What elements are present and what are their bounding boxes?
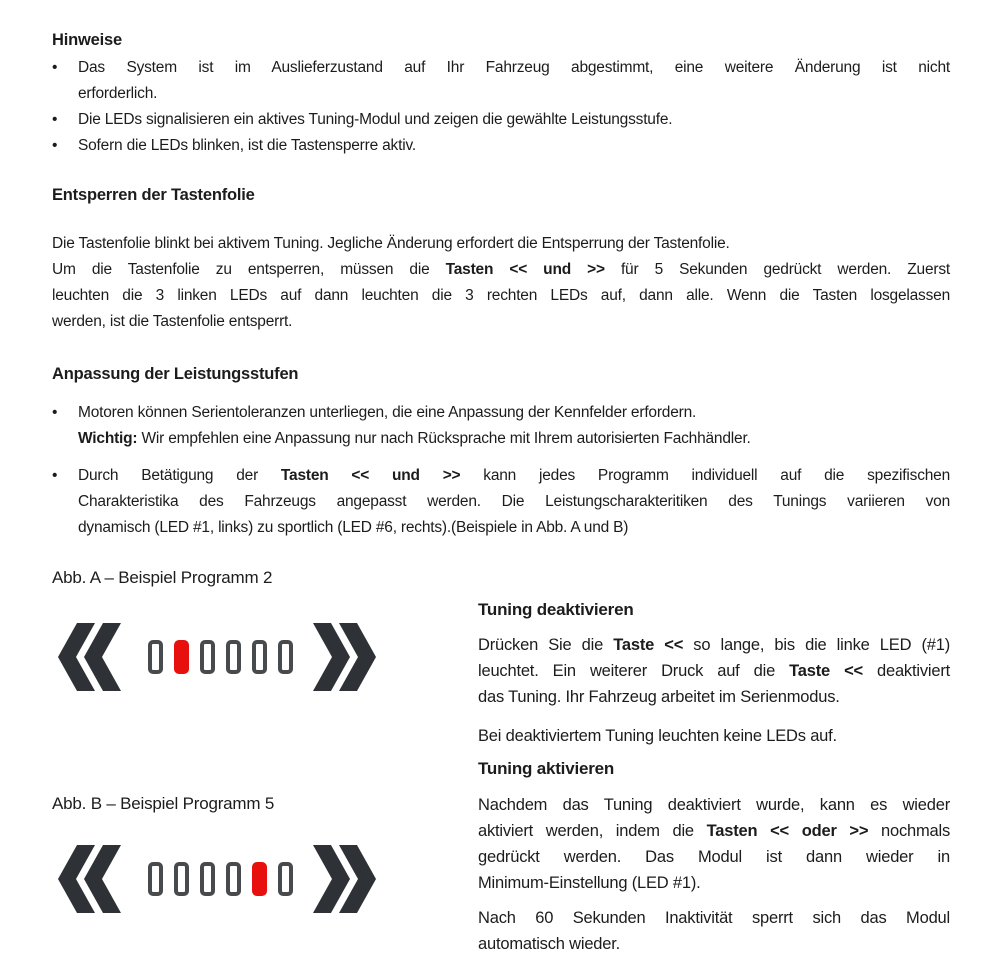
text-segment: erforderlich. [78, 85, 158, 102]
bullet-icon: • [52, 467, 58, 484]
bullet-text [78, 55, 950, 107]
text-line [478, 905, 950, 931]
text-segment: deaktiviert [862, 662, 950, 680]
led-indicator-off [278, 640, 293, 674]
figure-a-led-graphic [58, 623, 462, 691]
text-line [478, 723, 950, 749]
text-segment: leuchtet. Ein weiterer Druck auf die [478, 662, 790, 680]
double-chevron-left-icon [58, 623, 121, 691]
bold-text-segment: Taste << [613, 636, 684, 654]
bold-text-segment: Tasten << und >> [445, 261, 605, 278]
entsperren-paragraph [52, 231, 950, 335]
text-segment: für 5 Sekunden gedrückt werden. Zuerst [604, 261, 951, 278]
text-segment: gedrückt werden. Das Modul ist dann wieder in [478, 848, 950, 866]
list-item [52, 463, 950, 541]
text-segment: Nachdem das Tuning deaktiviert wurde, kann es wieder [478, 796, 950, 814]
double-chevron-right-icon [313, 623, 376, 691]
led-indicator-off [148, 640, 163, 674]
double-chevron-right-icon [313, 845, 376, 913]
text-line [78, 426, 950, 452]
text-line [78, 515, 950, 541]
section-hinweise [52, 30, 950, 159]
bold-text-segment: Tasten << oder >> [706, 822, 869, 840]
led-indicator-off [226, 640, 241, 674]
text-segment: Die LEDs signalisieren ein aktives Tuning-Modul und zeigen die gewählte Leistungsstufe. [78, 111, 673, 128]
text-segment: werden, ist die Tastenfolie entsperrt. [52, 313, 293, 330]
bullet-text [78, 133, 950, 159]
bullet-text [78, 463, 950, 541]
bold-text-segment: Tasten << und >> [280, 467, 461, 484]
section-title-anpassung: Anpassung der Leistungsstufen [52, 365, 299, 383]
tuning-text-column [478, 561, 950, 957]
text-line [478, 931, 950, 957]
text-segment: Sofern die LEDs blinken, ist die Tastensperre aktiv. [78, 137, 416, 154]
led-row [148, 640, 293, 674]
text-segment: Die Tastenfolie blinkt bei aktivem Tuning. Jegliche Änderung erfordert die Entsperrung der Tastenfolie. [52, 235, 730, 252]
text-line [478, 792, 950, 818]
text-line [478, 684, 950, 710]
text-segment: das Tuning. Ihr Fahrzeug arbeitet im Serienmodus. [478, 688, 840, 706]
figure-a-label: Abb. A – Beispiel Programm 2 [52, 568, 273, 587]
bullet-text [78, 107, 950, 133]
text-line [478, 870, 950, 896]
text-line [478, 632, 950, 658]
text-segment: Nach 60 Sekunden Inaktivität sperrt sich das Modul [478, 909, 950, 927]
bold-text-segment: Taste << [789, 662, 863, 680]
text-segment: Bei deaktiviertem Tuning leuchten keine LEDs auf. [478, 727, 837, 745]
text-line [78, 400, 950, 426]
deactivate-paragraph-1 [478, 632, 950, 710]
anpassung-bullet-list [52, 400, 950, 541]
figures-column [52, 561, 462, 957]
text-segment: automatisch wieder. [478, 935, 621, 953]
text-segment: Um die Tastenfolie zu entsperren, müssen die [52, 261, 446, 278]
section-anpassung [52, 364, 950, 541]
deactivate-paragraph-2 [478, 723, 950, 749]
led-indicator-off [148, 862, 163, 896]
led-indicator-off [200, 640, 215, 674]
text-line [78, 55, 950, 81]
bold-text-segment: Wichtig: [78, 430, 138, 447]
hinweise-bullet-list [52, 55, 950, 159]
led-indicator-on [252, 862, 267, 896]
text-segment: Durch Betätigung der [78, 467, 281, 484]
text-segment: Das System ist im Auslieferzustand auf Ihr Fahrzeug abgestimmt, eine weitere Änderung ist nicht [78, 59, 950, 76]
two-column-area [52, 561, 950, 957]
text-segment: Motoren können Serientoleranzen unterliegen, die eine Anpassung der Kennfelder erfordern. [78, 404, 697, 421]
led-indicator-off [200, 862, 215, 896]
bullet-icon: • [52, 137, 58, 154]
figure-b-label: Abb. B – Beispiel Programm 5 [52, 794, 275, 813]
text-line [78, 133, 950, 159]
text-line [52, 257, 950, 283]
text-segment: Drücken Sie die [478, 636, 614, 654]
led-row [148, 862, 293, 896]
text-line [52, 283, 950, 309]
list-item [52, 400, 950, 452]
text-segment: kann jedes Programm individuell auf die spezifischen [460, 467, 951, 484]
section-title-tuning-aktivieren: Tuning aktivieren [478, 759, 615, 778]
activate-paragraph-1 [478, 792, 950, 896]
bullet-text [78, 400, 950, 452]
text-line [478, 818, 950, 844]
list-item [52, 133, 950, 159]
bullet-icon: • [52, 111, 58, 128]
text-segment: leuchten die 3 linken LEDs auf dann leuchten die 3 rechten LEDs auf, dann alle. Wenn die Tasten losgelassen [52, 287, 950, 304]
text-line [52, 309, 950, 335]
activate-paragraph-2 [478, 905, 950, 957]
text-line [78, 463, 950, 489]
led-indicator-off [174, 862, 189, 896]
text-line [78, 489, 950, 515]
text-line [478, 844, 950, 870]
text-segment: dynamisch (LED #1, links) zu sportlich (LED #6, rechts).(Beispiele in Abb. A und B) [78, 519, 629, 536]
text-line [478, 658, 950, 684]
list-item [52, 107, 950, 133]
bullet-icon: • [52, 59, 58, 76]
text-segment: so lange, bis die linke LED (#1) [683, 636, 950, 654]
text-line [52, 231, 950, 257]
text-segment: Wir empfehlen eine Anpassung nur nach Rücksprache mit Ihrem autorisierten Fachhändler. [137, 430, 751, 447]
bullet-icon: • [52, 404, 58, 421]
led-indicator-off [278, 862, 293, 896]
section-entsperren [52, 185, 950, 335]
led-indicator-off [252, 640, 267, 674]
text-line [78, 107, 950, 133]
section-title-tuning-deaktivieren: Tuning deaktivieren [478, 600, 634, 619]
section-title-hinweise: Hinweise [52, 31, 122, 49]
led-indicator-on [174, 640, 189, 674]
text-line [78, 81, 950, 107]
text-segment: Minimum-Einstellung (LED #1). [478, 874, 701, 892]
text-segment: aktiviert werden, indem die [478, 822, 707, 840]
double-chevron-left-icon [58, 845, 121, 913]
led-indicator-off [226, 862, 241, 896]
text-segment: Charakteristika des Fahrzeugs angepasst werden. Die Leistungscharakteritiken des Tunings variieren von [78, 493, 950, 510]
list-item [52, 55, 950, 107]
text-segment: nochmals [868, 822, 951, 840]
figure-b-led-graphic [58, 845, 462, 913]
section-title-entsperren: Entsperren der Tastenfolie [52, 186, 255, 204]
